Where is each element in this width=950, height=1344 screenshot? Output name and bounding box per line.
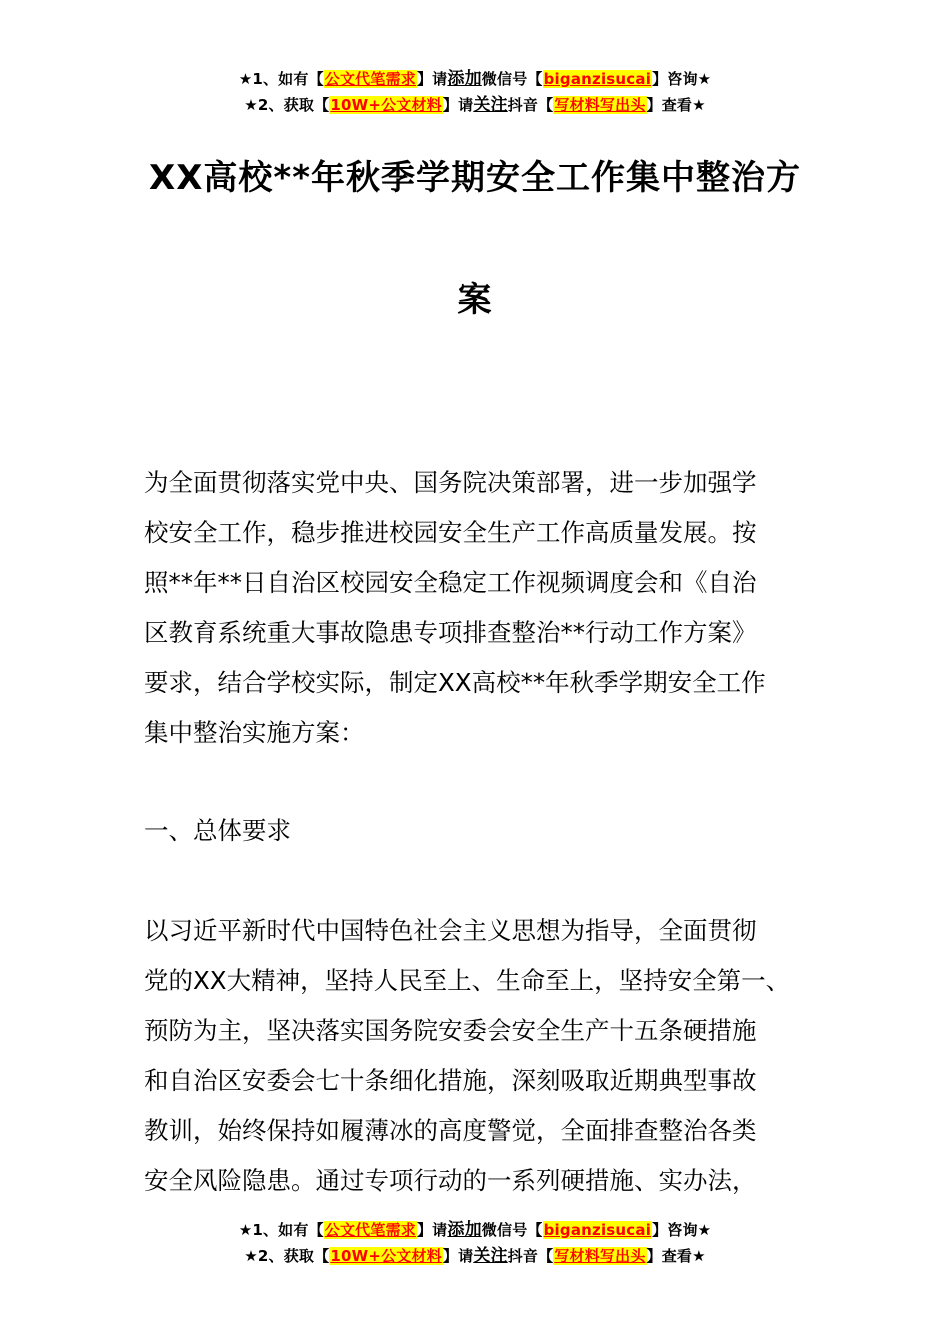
paragraph-line: 教训，始终保持如履薄冰的高度警觉，全面排查整治各类 [144, 1116, 757, 1145]
promo-text: 】请 [442, 1247, 474, 1265]
paragraph-line: 以习近平新时代中国特色社会主义思想为指导，全面贯彻 [144, 916, 757, 945]
promo-footer [0, 1217, 950, 1269]
paragraph-line: 集中整治实施方案： [144, 718, 365, 747]
promo-highlight-wechat-id: biganzisucai [543, 70, 652, 88]
promo-highlight-douyin-id: 写材料写出头 [554, 1247, 646, 1265]
paragraph-line: 照**年**日自治区校园安全稳定工作视频调度会和《自治 [144, 568, 757, 597]
promo-emphasis: 添加 [447, 69, 482, 89]
section-paragraph [144, 906, 824, 1206]
promo-highlight-materials: 10W+公文材料 [330, 1247, 442, 1265]
promo-highlight-service: 公文代笔需求 [324, 1221, 416, 1239]
promo-highlight-wechat-id: biganzisucai [543, 1221, 652, 1239]
section-heading: 一、总体要求 [144, 816, 291, 845]
intro-paragraph [144, 458, 824, 758]
promo-highlight-douyin-id: 写材料写出头 [554, 96, 646, 114]
paragraph-line: 党的XX大精神，坚持人民至上、生命至上，坚持安全第一、 [144, 966, 791, 995]
promo-text: 抖音【 [507, 96, 554, 114]
promo-highlight-materials: 10W+公文材料 [330, 96, 442, 114]
promo-line-2 [0, 1243, 950, 1269]
promo-text: ★2、获取【 [244, 1247, 330, 1265]
promo-text: ★2、获取【 [244, 96, 330, 114]
document-title-line-1: XX高校**年秋季学期安全工作集中整治方 [149, 158, 801, 198]
document-title-line-2: 案 [457, 280, 493, 320]
promo-text: 】查看★ [646, 96, 706, 114]
promo-emphasis: 关注 [473, 95, 508, 115]
promo-text: ★1、如有【 [238, 1221, 324, 1239]
paragraph-line: 预防为主，坚决落实国务院安委会安全生产十五条硬措施 [144, 1016, 757, 1045]
promo-text: 】请 [416, 1221, 448, 1239]
promo-emphasis: 关注 [473, 1246, 508, 1266]
promo-text: 】请 [416, 70, 448, 88]
promo-text: 微信号【 [481, 70, 543, 88]
promo-text: 】咨询★ [652, 70, 712, 88]
paragraph-line: 要求，结合学校实际，制定XX高校**年秋季学期安全工作 [144, 668, 766, 697]
promo-text: 抖音【 [507, 1247, 554, 1265]
promo-line-2 [0, 92, 950, 118]
promo-text: 】请 [442, 96, 474, 114]
paragraph-line: 校安全工作，稳步推进校园安全生产工作高质量发展。按 [144, 518, 757, 547]
promo-highlight-service: 公文代笔需求 [324, 70, 416, 88]
paragraph-line: 为全面贯彻落实党中央、国务院决策部署，进一步加强学 [144, 468, 757, 497]
promo-text: 】查看★ [646, 1247, 706, 1265]
paragraph-line: 和自治区安委会七十条细化措施，深刻吸取近期典型事故 [144, 1066, 757, 1095]
promo-line-1 [0, 66, 950, 92]
promo-line-1 [0, 1217, 950, 1243]
paragraph-line: 安全风险隐患。通过专项行动的一系列硬措施、实办法， [144, 1166, 757, 1195]
promo-text: 微信号【 [481, 1221, 543, 1239]
promo-text: ★1、如有【 [238, 70, 324, 88]
promo-text: 】咨询★ [652, 1221, 712, 1239]
promo-emphasis: 添加 [447, 1220, 482, 1240]
paragraph-line: 区教育系统重大事故隐患专项排查整治**行动工作方案》 [144, 618, 757, 647]
promo-header [0, 66, 950, 118]
